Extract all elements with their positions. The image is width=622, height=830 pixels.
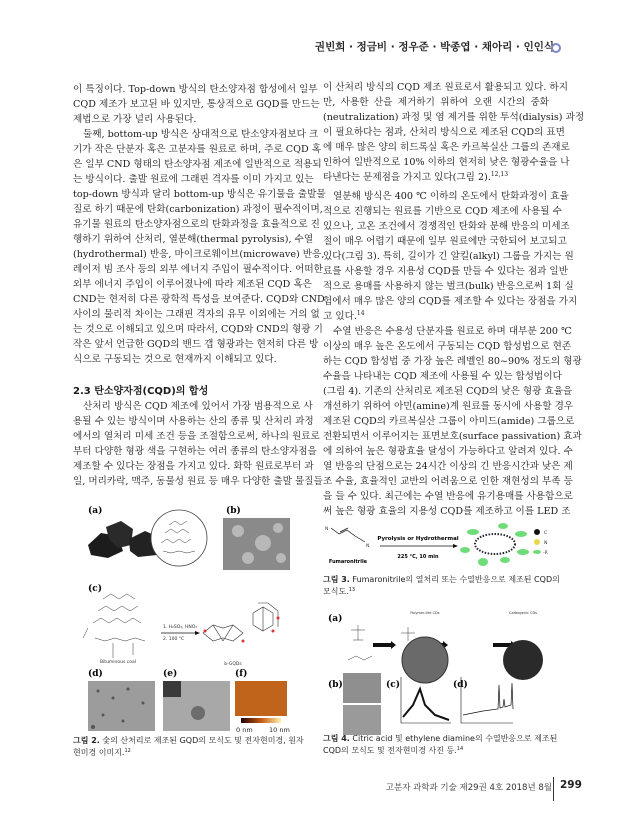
text-line [323, 95, 549, 110]
text-line [323, 414, 575, 429]
line-text: 전환되면서 이루어지는 표면보호(surface passivation) 효과 [323, 431, 582, 442]
figure-3-caption [323, 574, 568, 598]
line-text: 제법으로 가장 널리 사용된다. [73, 114, 197, 125]
line-text: 써 높은 형광 효율의 지용성 CQD를 제조하고 이를 LED 조 [323, 506, 571, 517]
text-line [323, 384, 573, 399]
line-text: 인하여 일반적으로 10% 이하의 현저히 낮은 형광수율을 나 [323, 157, 570, 168]
fig2-panel-a: (a) [88, 506, 103, 516]
line-text: top-down 방식과 달리 bottom-up 방식은 유기물을 출발물 [73, 189, 326, 200]
text-line [323, 459, 573, 474]
text-line [323, 294, 578, 309]
line-text: 고 있다. [323, 311, 357, 322]
text-line [73, 307, 320, 322]
caption-label: 그림 2. [73, 736, 100, 745]
right-column [323, 80, 585, 519]
xrd-plot [401, 677, 451, 723]
caption-ref: 12 [124, 748, 131, 754]
figure-2 [73, 503, 303, 735]
afm-colorbar [241, 718, 281, 723]
line-text: 절이 매우 어렵기 때문에 일부 원료에만 국한되어 보고되고 [323, 236, 567, 247]
text-line [73, 187, 326, 202]
polymer-like-cd [402, 637, 448, 683]
line-text: 이상의 매우 높은 온도에서 구동되는 CQD 합성법으로 현존 [323, 341, 572, 352]
fig4-panel-c: (c) [386, 680, 400, 690]
text-line [323, 474, 573, 489]
line-text: 는 것으로 이해되고 있으며 따라서, CQD와 CND의 형광 기 [73, 324, 323, 335]
text-line [323, 429, 582, 444]
text-line [73, 459, 314, 474]
text-line [323, 279, 574, 294]
line-text: 개선하기 위하여 아민(amine)계 원료를 동시에 사용할 경우 [323, 401, 574, 412]
caption-text: 숯의 산처리로 제조된 GQD의 모식도 및 전자현미경, 원자현미경 이미지. [73, 736, 304, 757]
text-line [73, 414, 314, 429]
carbogenic-cd [503, 640, 543, 680]
figure-4 [323, 605, 553, 735]
caption-ref: 13 [348, 587, 356, 593]
tem-image-d [88, 681, 155, 731]
paragraph [323, 80, 585, 185]
line-text: 식으로 구동되는 것으로 현재까지 이해되고 있다. [73, 354, 277, 365]
legend-n: N [544, 541, 548, 546]
legend-r-ellipse [533, 550, 541, 554]
line-text: 유기물 원료의 탄소양자점으로의 탄화과정을 효율적으로 진 [73, 219, 320, 230]
n-atom-2: N [366, 544, 370, 549]
line-text: 수율을 나타내는 CQD 제조에 사용될 수 있는 합성법이다 [323, 371, 562, 382]
line-text: 적으로 진행되는 원료를 기반으로 CQD 제조에 사용될 수 [323, 206, 562, 217]
line-text: 이 특징이다. Top-down 방식의 탄소양자점 합성에서 일부 [73, 84, 318, 95]
reference-superscript: 14 [356, 310, 365, 317]
text-line [73, 232, 314, 247]
text-line [73, 157, 322, 172]
paragraph [73, 127, 326, 367]
paragraph [323, 324, 582, 519]
text-line [323, 489, 573, 504]
text-line [323, 219, 570, 234]
text-line [323, 125, 565, 140]
line-text: 있다(그림 3). 특히, 길이가 긴 알킬(alkyl) 그룹을 가지는 원 [323, 251, 574, 262]
caption-text: Citric acid 및 ethylene diamine의 수열반응으로 제조된 CQD의 모식도 및 전자현미경 사진 등. [323, 734, 558, 755]
text-line [73, 112, 300, 127]
line-text: CQD 제조가 보고된 바 있지만, 통상적으로 GQD를 만드는 [73, 99, 320, 110]
text-line [73, 172, 314, 187]
line-text: 하는 CQD 합성법 중 가장 높은 레벨인 80~90% 정도의 형광 [323, 356, 582, 367]
text-line [323, 170, 549, 185]
text-line [323, 80, 568, 95]
legend-n-dot [534, 539, 540, 545]
figure-3 [323, 520, 553, 570]
text-line [323, 234, 567, 249]
line-text: (hydrothermal) 반응, 마이크로웨이브(microwave) 반응, [73, 249, 325, 260]
paragraph [323, 189, 578, 324]
caption-text: Fumaronitrile의 열처리 또는 수열반응으로 제조된 CQD의 모식도. [323, 575, 560, 596]
text-line [323, 444, 573, 459]
afm-image-f [235, 681, 287, 716]
text-line [73, 247, 325, 262]
line-text: 조 수율, 효율적인 교반의 어려움으로 인한 재현성의 부족 등 [323, 476, 573, 487]
line-text: 험에서 매우 많은 양의 CQD를 제조할 수 있다는 장점을 가지 [323, 296, 578, 307]
text-line [323, 189, 569, 204]
b-gqd-structures [203, 603, 278, 641]
line-text: 있으나, 고온 조건에서 경쟁적인 탄화와 분해 반응의 미세조 [323, 221, 570, 232]
text-line [73, 142, 322, 157]
xps-plot [461, 677, 513, 723]
line-text: 열 반응의 단점으로는 24시간 이상의 긴 반응시간과 낮은 제 [323, 461, 573, 472]
fig2-panel-c: (c) [88, 584, 102, 594]
text-line [73, 322, 323, 337]
line-text: 작은 앞서 언급한 GQD의 밴드 갭 형광과는 현저히 다른 방 [73, 339, 319, 350]
text-line [323, 399, 574, 414]
bituminous-coal-label: Bituminous coal [99, 660, 137, 665]
legend-c: C [544, 531, 548, 536]
line-text: (neutralization) 과정 및 염 제거를 위한 투석(dialysis) 과정 [323, 112, 585, 123]
text-line [323, 339, 572, 354]
text-line [73, 202, 323, 217]
line-text: 사이의 물리적 차이는 그래핀 격자의 유무 이외에는 거의 없 [73, 309, 320, 320]
b-gqds-label: b-GQDs [224, 662, 242, 667]
paragraph [73, 399, 323, 489]
text-line [73, 97, 320, 112]
paragraph [73, 82, 320, 127]
line-text: 부터 다양한 형광 색을 구현하는 여러 종류의 탄소양자점을 [73, 446, 317, 457]
line-text: 행하기 위하여 산처리, 열분해(thermal pyrolysis), 수열 [73, 234, 314, 245]
text-line [323, 309, 549, 324]
colorbar-min: 0 nm [236, 726, 253, 734]
line-text: 이 산처리 방식의 CQD 제조 원료로서 활용되고 있다. 하지 [323, 82, 568, 93]
line-text: 외부 에너지 주입이 이루어졌나에 따라 제조된 CQD 혹은 [73, 279, 312, 290]
line-text: 타낸다는 문제점을 가지고 있다(그림 2). [323, 172, 491, 183]
header-circle-icon [551, 43, 561, 53]
text-line [73, 399, 313, 414]
text-line [323, 264, 568, 279]
page-number: 299 [560, 779, 582, 791]
molecule-zoom-circle [151, 510, 207, 566]
polymer-like-label: Polymer-like CDs [410, 611, 440, 615]
line-text: 열분해 방식은 400 ℃ 이하의 온도에서 탄화과정이 효율 [333, 191, 569, 202]
line-text: 에 의하여 높은 형광효율 달성이 가능하다고 알려져 있다. 수 [323, 446, 573, 457]
fig4-panel-b: (b) [328, 680, 343, 690]
text-line [73, 82, 318, 97]
text-line [323, 324, 572, 339]
section-heading: 2.3 탄소양자점(CQD)의 합성 [73, 386, 209, 397]
tem-image-2 [343, 705, 381, 735]
line-text: 에 매우 많은 양의 히드록실 혹은 카르복실산 그룹의 존재로 [323, 142, 570, 153]
left-column [73, 82, 326, 489]
text-line [73, 429, 320, 444]
fumaronitrile-label: Fumaronitrile [328, 559, 368, 565]
carbogenic-label: Carbogenic CDs [509, 611, 537, 615]
text-line [323, 204, 562, 219]
legend-r: -R [543, 551, 548, 556]
line-text: CND는 현저히 다른 광학적 특성을 보여준다. CQD와 CND [73, 294, 325, 305]
fig2-panel-b: (b) [226, 506, 241, 516]
reference-superscript: 12,13 [490, 171, 509, 178]
line-text: 에서의 열처리 미세 조건 등을 조절함으로써, 하나의 원료로 [73, 431, 320, 442]
text-line [73, 127, 319, 142]
line-text: 수열 반응은 수용성 단분자를 원료로 하며 대부분 200 ℃ [333, 326, 572, 337]
line-text: 둘째, bottom-up 방식은 상대적으로 탄소양자점보다 크 [83, 129, 319, 140]
text-line [323, 369, 562, 384]
text-line [73, 292, 325, 307]
line-text: (그림 4). 기존의 산처리로 제조된 CQD의 낮은 형광 효율을 [323, 386, 573, 397]
caption-ref: 14 [456, 746, 464, 752]
line-text: 이 필요하다는 점과, 산처리 방식으로 제조된 CQD의 표면 [323, 127, 565, 138]
reagents-line2: 2. 100 °C [163, 637, 185, 642]
text-line [73, 474, 323, 489]
cqd-model [460, 523, 529, 566]
text-line [323, 504, 571, 519]
caption-label: 그림 4. [323, 734, 350, 743]
line-text: 만, 사용한 산을 제거하기 위하여 오랜 시간의 중화 [323, 97, 549, 108]
text-line [323, 110, 585, 125]
fumaronitrile-structure [331, 528, 365, 542]
fig2-panel-d: (d) [88, 669, 103, 679]
reagents-line1: 1. H₂SO₄, HNO₃ [163, 625, 198, 630]
line-text: 적으로 용매를 사용하지 않는 벌크(bulk) 반응으로써 1회 실 [323, 281, 574, 292]
n-atom-1: N [325, 527, 329, 532]
footer-journal: 고분자 과학과 기술 제29권 4호 2018년 8월 [385, 783, 552, 793]
line-text: 은 일부 CND 형태의 탄소양자점 제조에 일반적으로 적용되 [73, 159, 322, 170]
line-text: 일, 머리카락, 맥주, 동물성 원료 등 매우 다양한 출발 물질들 [73, 476, 323, 487]
text-line [323, 249, 574, 264]
text-line [73, 217, 320, 232]
fig4-panel-a: (a) [328, 614, 343, 624]
line-text: 제조할 수 있다는 장점을 가지고 있다. 화학 원료로부터 과 [73, 461, 314, 472]
fig2-panel-e: (e) [163, 669, 178, 679]
colorbar-max: 10 nm [269, 726, 290, 734]
text-line [73, 337, 319, 352]
fig2-panel-f: (f) [235, 669, 248, 679]
line-text: 레이저 빔 조사 등의 외부 에너지 주입이 필수적이다. 어떠한 [73, 264, 323, 275]
fig4-panel-d: (d) [453, 680, 468, 690]
arrow-bottom-label: 225 °C, 10 min [397, 554, 439, 560]
caption-label: 그림 3. [323, 575, 350, 584]
text-line [323, 354, 582, 369]
running-header-authors: 권빈희 · 정금비 · 정우준 · 박종엽 · 채아리 · 인인식 [314, 41, 554, 53]
figure-2-caption [73, 735, 308, 759]
line-text: 산처리 방식은 CQD 제조에 있어서 가장 범용적으로 사 [83, 401, 313, 412]
arrow-top-label: Pyrolysis or Hydrothermal [377, 536, 459, 542]
figure-4-caption [323, 733, 568, 757]
footer-divider [553, 777, 554, 801]
coal-photo [88, 521, 159, 558]
text-line [73, 444, 317, 459]
text-line [73, 352, 300, 367]
tem-image-1 [343, 673, 381, 703]
line-text: 기가 작은 단분자 혹은 고분자를 원료로 하며, 주로 CQD 혹 [73, 144, 322, 155]
text-line [323, 155, 570, 170]
line-text: 는 방식이다. 출발 원료에 그래핀 격자를 이미 가지고 있는 [73, 174, 314, 185]
text-line [73, 277, 312, 292]
line-text: 질로 하기 때문에 탄화(carbonization) 과정이 필수적이며, [73, 204, 323, 215]
line-text: 용될 수 있는 방식이며 사용하는 산의 종류 및 산처리 과정 [73, 416, 314, 427]
legend-c-dot [534, 529, 540, 535]
line-text: 을 들 수 있다. 최근에는 수열 반응에 유기용매를 사용함으로 [323, 491, 573, 502]
text-line [323, 140, 570, 155]
line-text: 제조된 CQD의 카르복실산 그룹이 아미드(amide) 그룹으로 [323, 416, 575, 427]
bituminous-coal-structure [83, 594, 145, 658]
text-line [73, 262, 323, 277]
line-text: 료를 사용할 경우 지용성 CQD를 만들 수 있다는 점과 일반 [323, 266, 568, 277]
